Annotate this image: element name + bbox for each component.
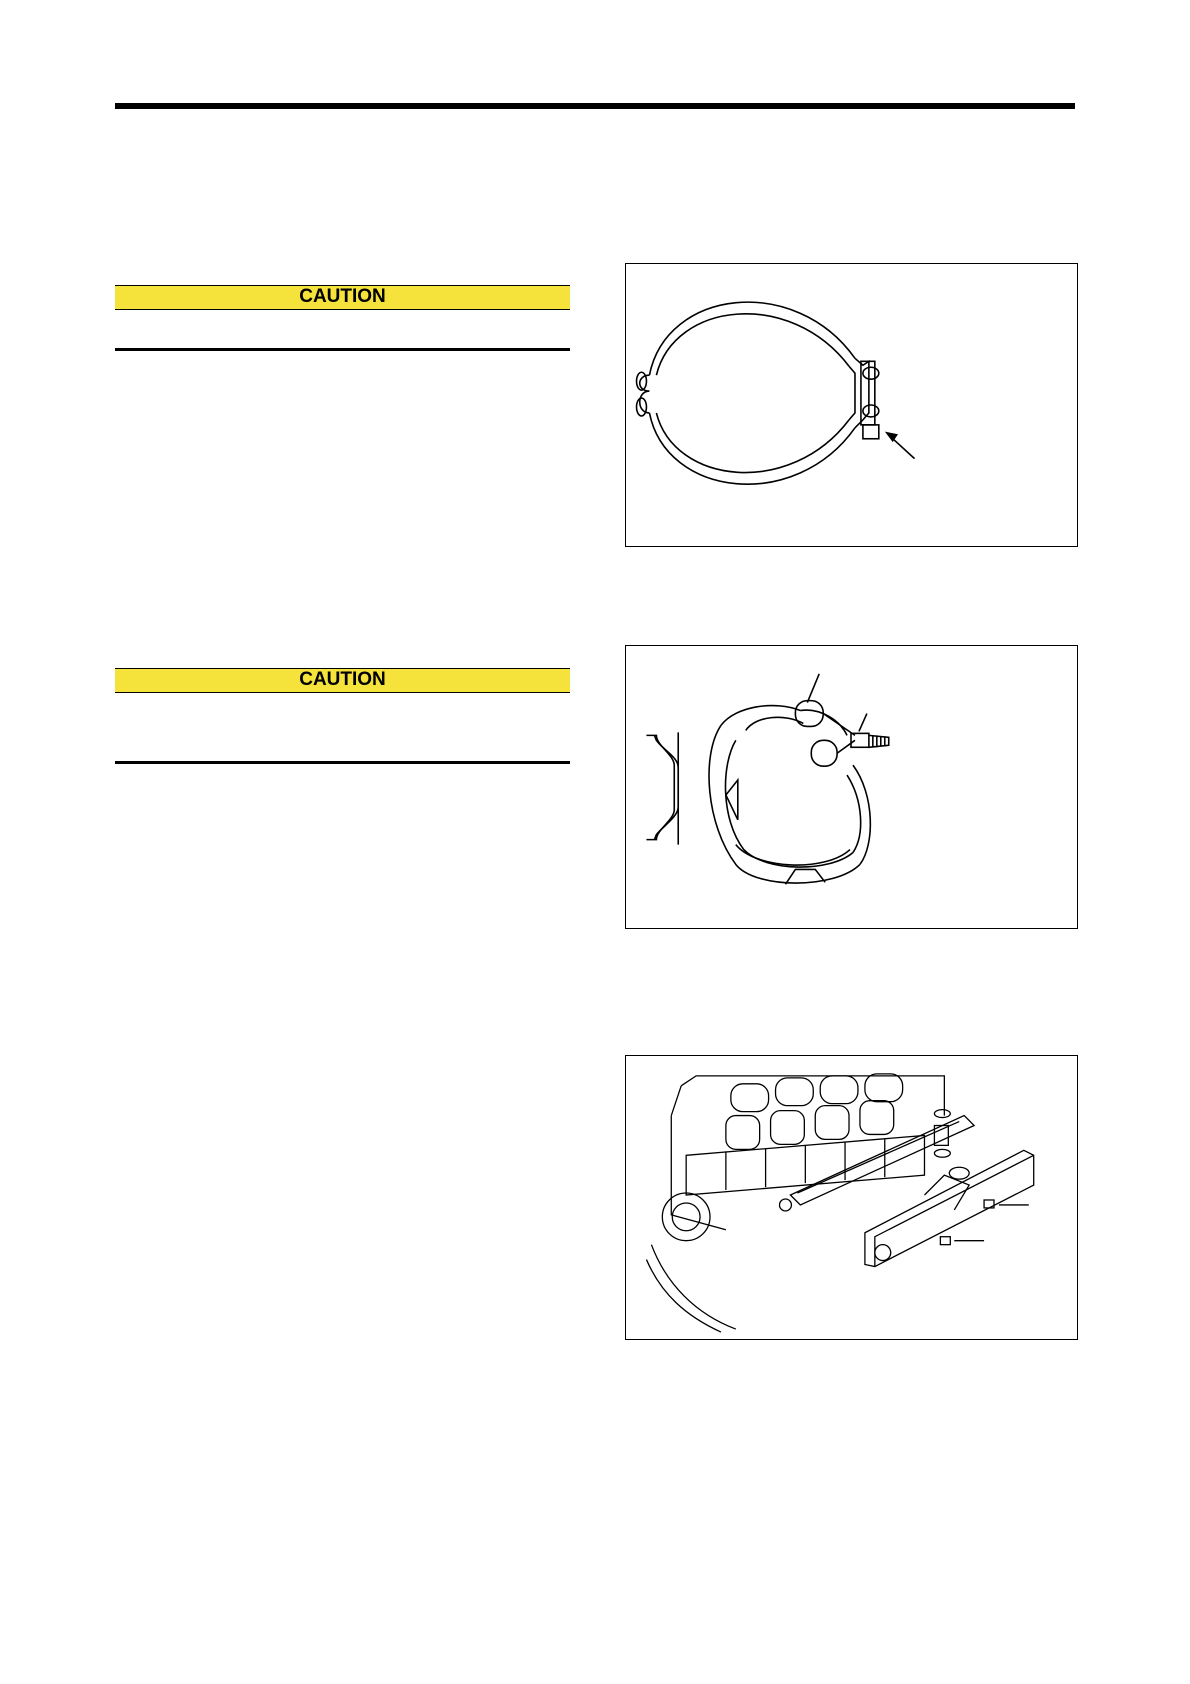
header-rule <box>115 103 1075 109</box>
caution-heading-2 <box>115 668 570 693</box>
figure-clamp-band <box>625 263 1078 547</box>
figure-v-band-clamp <box>625 645 1078 929</box>
figure-engine-manifold <box>625 1055 1078 1340</box>
caution-end-rule-2 <box>115 761 570 764</box>
v-band-clamp-icon <box>626 646 1077 928</box>
clamp-band-icon <box>626 264 1077 546</box>
caution-end-rule-1 <box>115 348 570 351</box>
caution-heading-1 <box>115 285 570 310</box>
caution-label-1: CAUTION <box>299 286 386 307</box>
engine-manifold-icon <box>626 1056 1077 1339</box>
caution-label-2: CAUTION <box>299 669 386 690</box>
